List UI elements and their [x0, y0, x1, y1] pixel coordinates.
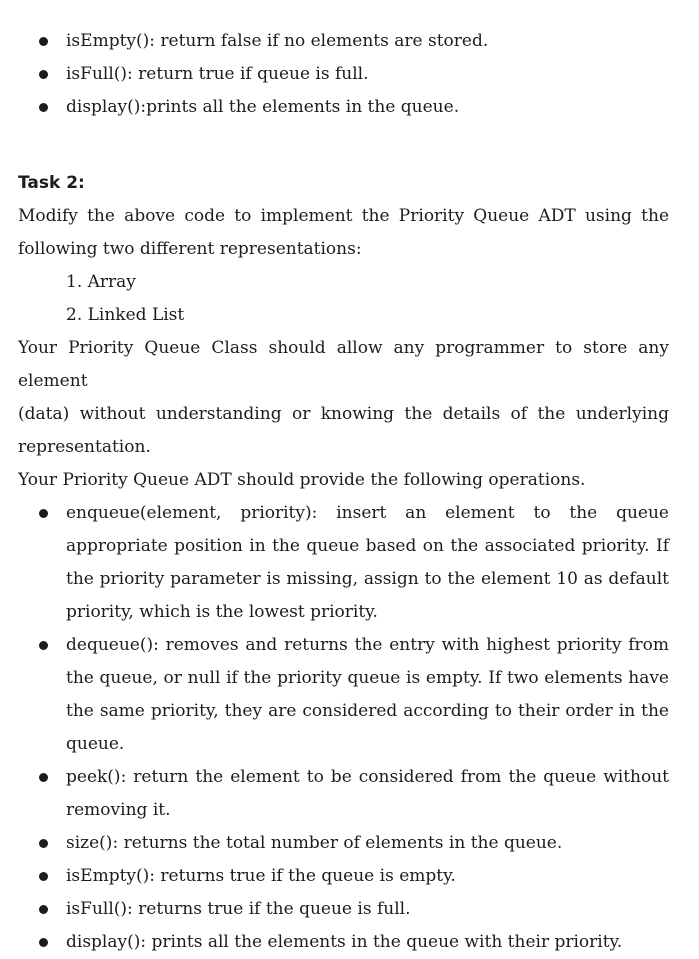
list-item [0, 893, 699, 926]
task-intro-line-2: following two different representations: [18, 239, 362, 259]
list-item: 2. Linked List [66, 305, 185, 325]
bullet-icon [39, 70, 48, 79]
list-item-text: size(): returns the total number of elements in the queue. [66, 833, 563, 853]
bullet-icon [39, 509, 48, 518]
task-heading: Task 2: [18, 173, 85, 193]
paragraph: Your Priority Queue ADT should provide the following operations. [18, 470, 586, 490]
list-item [0, 860, 699, 893]
paragraph-line: representation. [18, 437, 151, 457]
bullet-icon [39, 641, 48, 650]
list-item [0, 926, 699, 959]
list-item-text: display():prints all the elements in the queue. [66, 97, 460, 117]
bullet-icon [39, 839, 48, 848]
list-item [0, 827, 699, 860]
list-item [0, 25, 699, 58]
task-intro-line-1: Modify the above code to implement the Priority Queue ADT using the [18, 206, 669, 226]
bullet-icon [39, 103, 48, 112]
list-item-text: display(): prints all the elements in the queue with their priority. [66, 932, 623, 952]
task-section [0, 167, 699, 959]
bullet-icon [39, 905, 48, 914]
list-item [0, 58, 699, 91]
representations-list [0, 266, 699, 332]
bullet-icon [39, 938, 48, 947]
list-item-text: isEmpty(): return false if no elements are stored. [66, 31, 489, 51]
list-item-text: peek(): return the element to be considered from the queue without removing it. [66, 767, 669, 820]
list-item [0, 91, 699, 124]
paragraph-line: (data) without understanding or knowing the details of the underlying [18, 404, 669, 424]
list-item [0, 497, 699, 629]
paragraph-line: Your Priority Queue Class should allow any programmer to store any element [18, 338, 669, 391]
list-item-text: isFull(): returns true if the queue is full. [66, 899, 411, 919]
bullet-icon [39, 37, 48, 46]
list-item-text: isFull(): return true if queue is full. [66, 64, 369, 84]
operations-list [0, 497, 699, 959]
list-item-text: enqueue(element, priority): insert an element to the queue appropriate position in the queue based on the associated priority. If the priority parameter is missing, assign to the element 10 as default priority, which is the lowest priority. [66, 503, 669, 622]
list-item [0, 761, 699, 827]
list-item [0, 629, 699, 761]
list-item-text: isEmpty(): returns true if the queue is empty. [66, 866, 456, 886]
list-item-text: dequeue(): removes and returns the entry with highest priority from the queue, or null if the priority queue is empty. If two elements have the same priority, they are considered according to their order in the queue. [66, 635, 669, 754]
bullet-icon [39, 872, 48, 881]
bullet-icon [39, 773, 48, 782]
previous-operations-list [0, 25, 699, 124]
list-item: 1. Array [66, 272, 136, 292]
